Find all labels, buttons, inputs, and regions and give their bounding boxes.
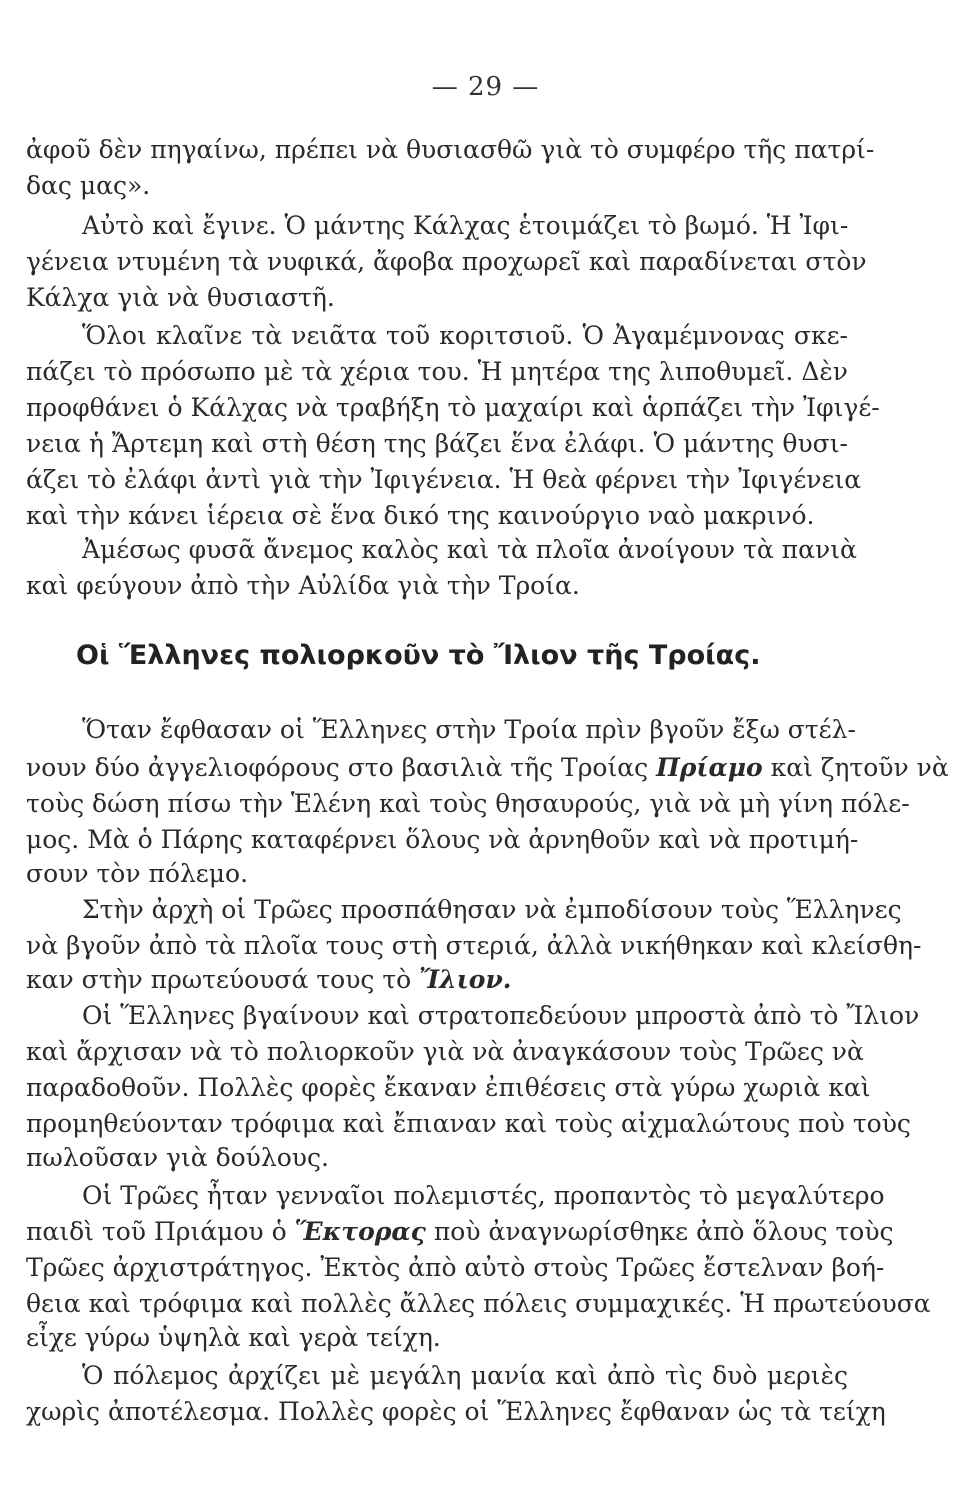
text-line: τοὺς δώση πίσω τὴν Ἑλένη καὶ τοὺς θησαυρούς, γιὰ νὰ μὴ γίνη πόλε- <box>26 789 910 818</box>
text-line: πωλοῦσαν γιὰ δούλους. <box>26 1143 329 1172</box>
name-hektor: Ἕκτορας <box>294 1217 426 1246</box>
text-line: Αὐτὸ καὶ ἔγινε. Ὁ μάντης Κάλχας ἑτοιμάζει τὸ βωμό. Ἡ Ἰφι- <box>82 211 849 240</box>
text-line: νὰ βγοῦν ἀπὸ τὰ πλοῖα τους στὴ στεριά, ἀλλὰ νικήθηκαν καὶ κλείσθη- <box>26 931 922 960</box>
text-line: προφθάνει ὁ Κάλχας νὰ τραβήξη τὸ μαχαίρι καὶ ἁρπάζει τὴν Ἰφιγέ- <box>26 393 880 422</box>
text-line: Ὁ πόλεμος ἀρχίζει μὲ μεγάλη μανία καὶ ἀπὸ τὶς δυὸ μεριὲς <box>82 1361 848 1390</box>
text-line <box>26 1214 894 1250</box>
text-line: καὶ τὴν κάνει ἱέρεια σὲ ἕνα δικό της καινούργιο ναὸ μακρινό. <box>26 501 815 530</box>
text-line: σουν τὸν πόλεμο. <box>26 859 249 888</box>
name-priamos: Πρίαμο <box>656 753 763 782</box>
text-line: νεια ἡ Ἄρτεμη καὶ στὴ θέση της βάζει ἕνα ἐλάφι. Ὁ μάντης θυσι- <box>26 429 848 458</box>
text-line: παραδοθοῦν. Πολλὲς φορὲς ἔκαναν ἐπιθέσεις στὰ γύρω χωριὰ καὶ <box>26 1073 871 1102</box>
section-heading: Οἱ Ἕλληνες πολιορκοῦν τὸ Ἴλιον τῆς Τροίας. <box>76 640 761 671</box>
text-line <box>26 962 848 998</box>
text-line: Οἱ Ἕλληνες βγαίνουν καὶ στρατοπεδεύουν μπροστὰ ἀπὸ τὸ Ἴλιον <box>82 1001 920 1030</box>
text-line: Κάλχα γιὰ νὰ θυσιαστῆ. <box>26 283 335 312</box>
text-segment: καὶ ζητοῦν νὰ <box>770 753 949 782</box>
page-number: — 29 — <box>431 72 540 102</box>
text-segment: παιδὶ τοῦ Πριάμου ὁ <box>26 1217 287 1246</box>
text-line: Ἀμέσως φυσᾶ ἄνεμος καλὸς καὶ τὰ πλοῖα ἀνοίγουν τὰ πανιὰ <box>82 535 857 564</box>
text-line: καὶ φεύγουν ἀπὸ τὴν Αὐλίδα γιὰ τὴν Τροία. <box>26 571 580 600</box>
text-line <box>26 750 949 786</box>
name-ilion: Ἴλιον. <box>419 965 512 994</box>
text-line: γένεια ντυμένη τὰ νυφικά, ἄφοβα προχωρεῖ καὶ παραδίνεται στὸν <box>26 247 867 276</box>
text-line: προμηθεύονταν τρόφιμα καὶ ἔπιαναν καὶ τοὺς αἰχμαλώτους ποὺ τοὺς <box>26 1109 911 1138</box>
text-segment: νουν δύο ἀγγελιοφόρους στο βασιλιὰ τῆς Τροίας <box>26 753 649 782</box>
text-line: χωρὶς ἀποτέλεσμα. Πολλὲς φορὲς οἱ Ἕλληνες ἔφθαναν ὡς τὰ τείχη <box>26 1397 886 1426</box>
text-line: εἶχε γύρω ὑψηλὰ καὶ γερὰ τείχη. <box>26 1323 441 1352</box>
text-segment: καν στὴν πρωτεύουσά τους τὸ <box>26 965 412 994</box>
text-segment: ποὺ ἀναγνωρίσθηκε ἀπὸ ὅλους τοὺς <box>433 1217 894 1246</box>
text-line: ἀφοῦ δὲν πηγαίνω, πρέπει νὰ θυσιασθῶ γιὰ τὸ συμφέρο τῆς πατρί- <box>26 135 875 164</box>
text-line: μος. Μὰ ὁ Πάρης καταφέρνει ὅλους νὰ ἀρνηθοῦν καὶ νὰ προτιμή- <box>26 825 859 854</box>
text-line: Ὅλοι κλαῖνε τὰ νειᾶτα τοῦ κοριτσιοῦ. Ὁ Ἀγαμέμνονας σκε- <box>82 321 848 350</box>
text-line: καὶ ἄρχισαν νὰ τὸ πολιορκοῦν γιὰ νὰ ἀναγκάσουν τοὺς Τρῶες νὰ <box>26 1037 864 1066</box>
text-line: Στὴν ἀρχὴ οἱ Τρῶες προσπάθησαν νὰ ἐμποδίσουν τοὺς Ἕλληνες <box>82 895 902 924</box>
text-line: Οἱ Τρῶες ἦταν γενναῖοι πολεμιστές, προπαντὸς τὸ μεγαλύτερο <box>82 1181 885 1210</box>
text-line: δας μας». <box>26 171 151 200</box>
text-line: Τρῶες ἀρχιστράτηγος. Ἐκτὸς ἀπὸ αὐτὸ στοὺς Τρῶες ἔστελναν βοή- <box>26 1253 885 1282</box>
text-line: πάζει τὸ πρόσωπο μὲ τὰ χέρια του. Ἡ μητέρα της λιποθυμεῖ. Δὲν <box>26 357 848 386</box>
text-line: Ὅταν ἔφθασαν οἱ Ἕλληνες στὴν Τροία πρὶν βγοῦν ἔξω στέλ- <box>82 715 856 744</box>
text-line: άζει τὸ ἐλάφι ἀντὶ γιὰ τὴν Ἰφιγένεια. Ἡ θεὰ φέρνει τὴν Ἰφιγένεια <box>26 465 862 494</box>
text-line: θεια καὶ τρόφιμα καὶ πολλὲς ἄλλες πόλεις συμμαχικές. Ἡ πρωτεύουσα <box>26 1289 931 1318</box>
